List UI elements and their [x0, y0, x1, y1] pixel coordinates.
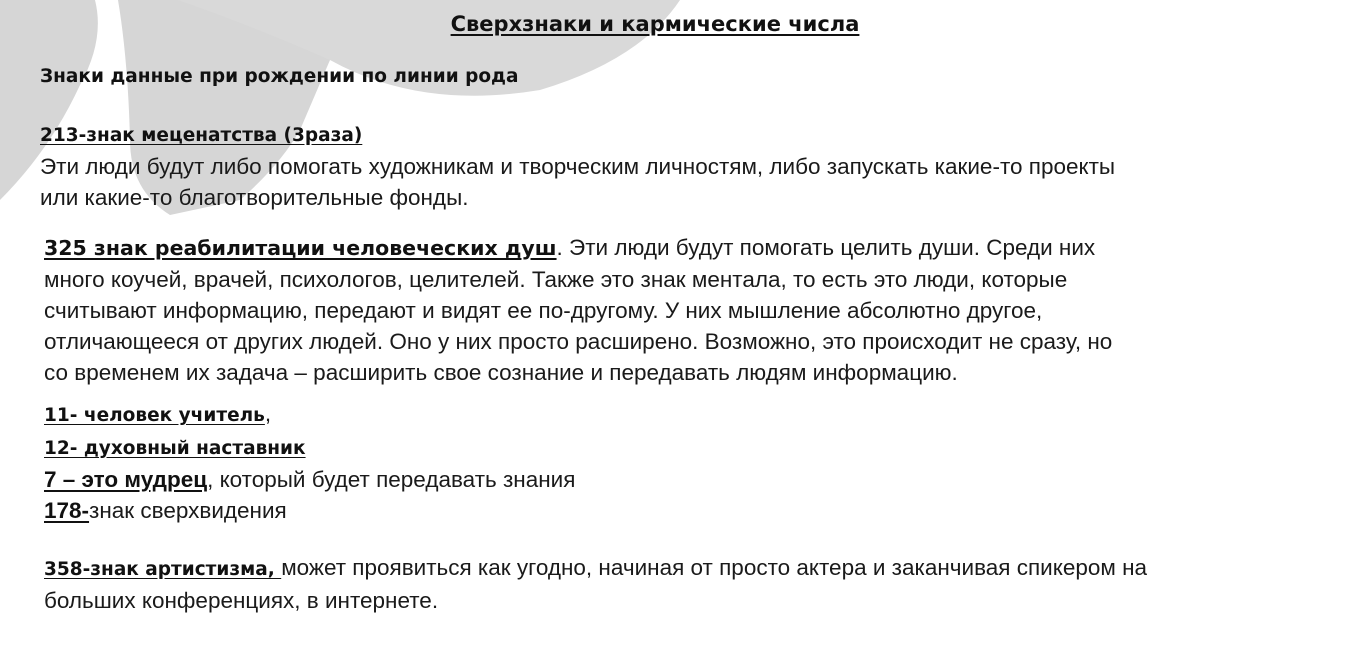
- section-subtitle: Знаки данные при рождении по линии рода: [40, 66, 519, 87]
- paragraph-line: много коучей, врачей, психологов, целителей. Также это знак ментала, то есть это люди, которые: [44, 267, 1068, 292]
- paragraph-line: считывают информацию, передают и видят ее по-другому. У них мышление абсолютно другое,: [44, 298, 1043, 323]
- list-item-sign-12: [44, 431, 1314, 464]
- paragraph-sign-213: [40, 118, 1310, 213]
- item-tail: , который будет передавать знания: [207, 467, 576, 492]
- list-item-sign-178: [44, 495, 1314, 526]
- paragraph-line: со временем их задача – расширить свое сознание и передавать людям информацию.: [44, 360, 958, 385]
- heading-tail: . Эти люди будут помогать целить души. Среди них: [556, 235, 1096, 260]
- paragraph-line: отличающееся от других людей. Оно у них просто расширено. Возможно, это происходит не сразу, но: [44, 329, 1113, 354]
- heading-sign-7: 7 – это мудрец: [44, 467, 208, 492]
- heading-sign-358: 358-знак артистизма,: [44, 559, 282, 580]
- paragraph-line: или какие-то благотворительные фонды.: [40, 185, 469, 210]
- item-tail: знак сверхвидения: [89, 498, 287, 523]
- heading-sign-325: 325 знак реабилитации человеческих душ: [44, 236, 557, 260]
- heading-sign-213: 213-знак меценатства (3раза): [40, 125, 363, 146]
- heading-tail: может проявиться как угодно, начиная от просто актера и заканчивая спикером на: [281, 555, 1148, 580]
- heading-sign-12: 12- духовный наставник: [44, 438, 306, 459]
- paragraph-line: Эти люди будут либо помогать художникам и творческим личностям, либо запускать какие-то проекты: [40, 154, 1116, 179]
- paragraph-sign-325: [44, 232, 1314, 388]
- heading-sign-178: 178-: [44, 498, 90, 523]
- paragraph-sign-358: [44, 552, 1314, 616]
- sign-list: [44, 398, 1314, 526]
- paragraph-line: больших конференциях, в интернете.: [44, 588, 439, 613]
- item-tail: ,: [264, 401, 272, 426]
- page-title: Сверхзнаки и кармические числа: [450, 12, 860, 36]
- list-item-sign-7: [44, 464, 1314, 495]
- heading-sign-11: 11- человек учитель: [44, 405, 265, 426]
- list-item-sign-11: [44, 398, 1314, 431]
